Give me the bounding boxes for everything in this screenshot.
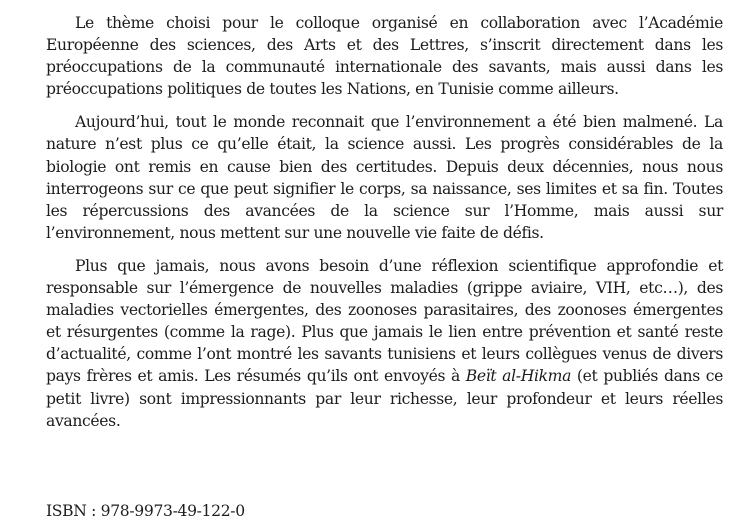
paragraph-reflection-text-start: Plus que jamais, nous avons besoin d’une réflexion scientifique approfondie et responsable sur l’émergence de nouvelles maladies (grippe aviaire, VIH, etc…), des maladies vectorielles émergentes, des zoonoses parasitaires, des zoonoses émergentes et résurgentes (comme la rage). Plus que jamais le lien entre prévention et santé reste d’actualité, comme l’ont montré les savants tunisiens et leurs collègues venus de divers pays frères et amis. Les résumés qu’ils ont envoyés à — [46, 256, 723, 386]
paragraph-reflection — [46, 255, 723, 432]
paragraph-theme: Le thème choisi pour le colloque organisé en collaboration avec l’Académie Européenne des sciences, des Arts et des Lettres, s’inscrit directement dans les préoccupations de la communauté internationale des savants, mais aussi dans les préoccupations politiques de toutes les Nations, en Tunisie comme ailleurs. — [46, 14, 723, 99]
isbn-line: ISBN : 978-9973-49-122-0 — [46, 502, 245, 520]
institution-name: Beït al-Hikma — [465, 367, 572, 386]
paragraph-reflection-text-end: (et publiés dans ce petit livre) sont impressionnants par leur richesse, leur profondeur et leurs réelles avancées. — [46, 367, 723, 430]
paragraph-environment: Aujourd’hui, tout le monde reconnait que l’environnement a été bien malmené. La nature n’est plus ce qu’elle était, la science aussi. Les progrès considérables de la biologie ont remis en cause bien des certitudes. Depuis deux décennies, nous nous interrogeons sur ce que peut signifier le corps, sa naissance, ses limites et sa fin. Toutes les répercussions des avancées de la science sur l’Homme, mais aussi sur l’environnement, nous mettent sur une nouvelle vie faite de défis. — [46, 113, 723, 242]
page-text — [46, 12, 723, 520]
